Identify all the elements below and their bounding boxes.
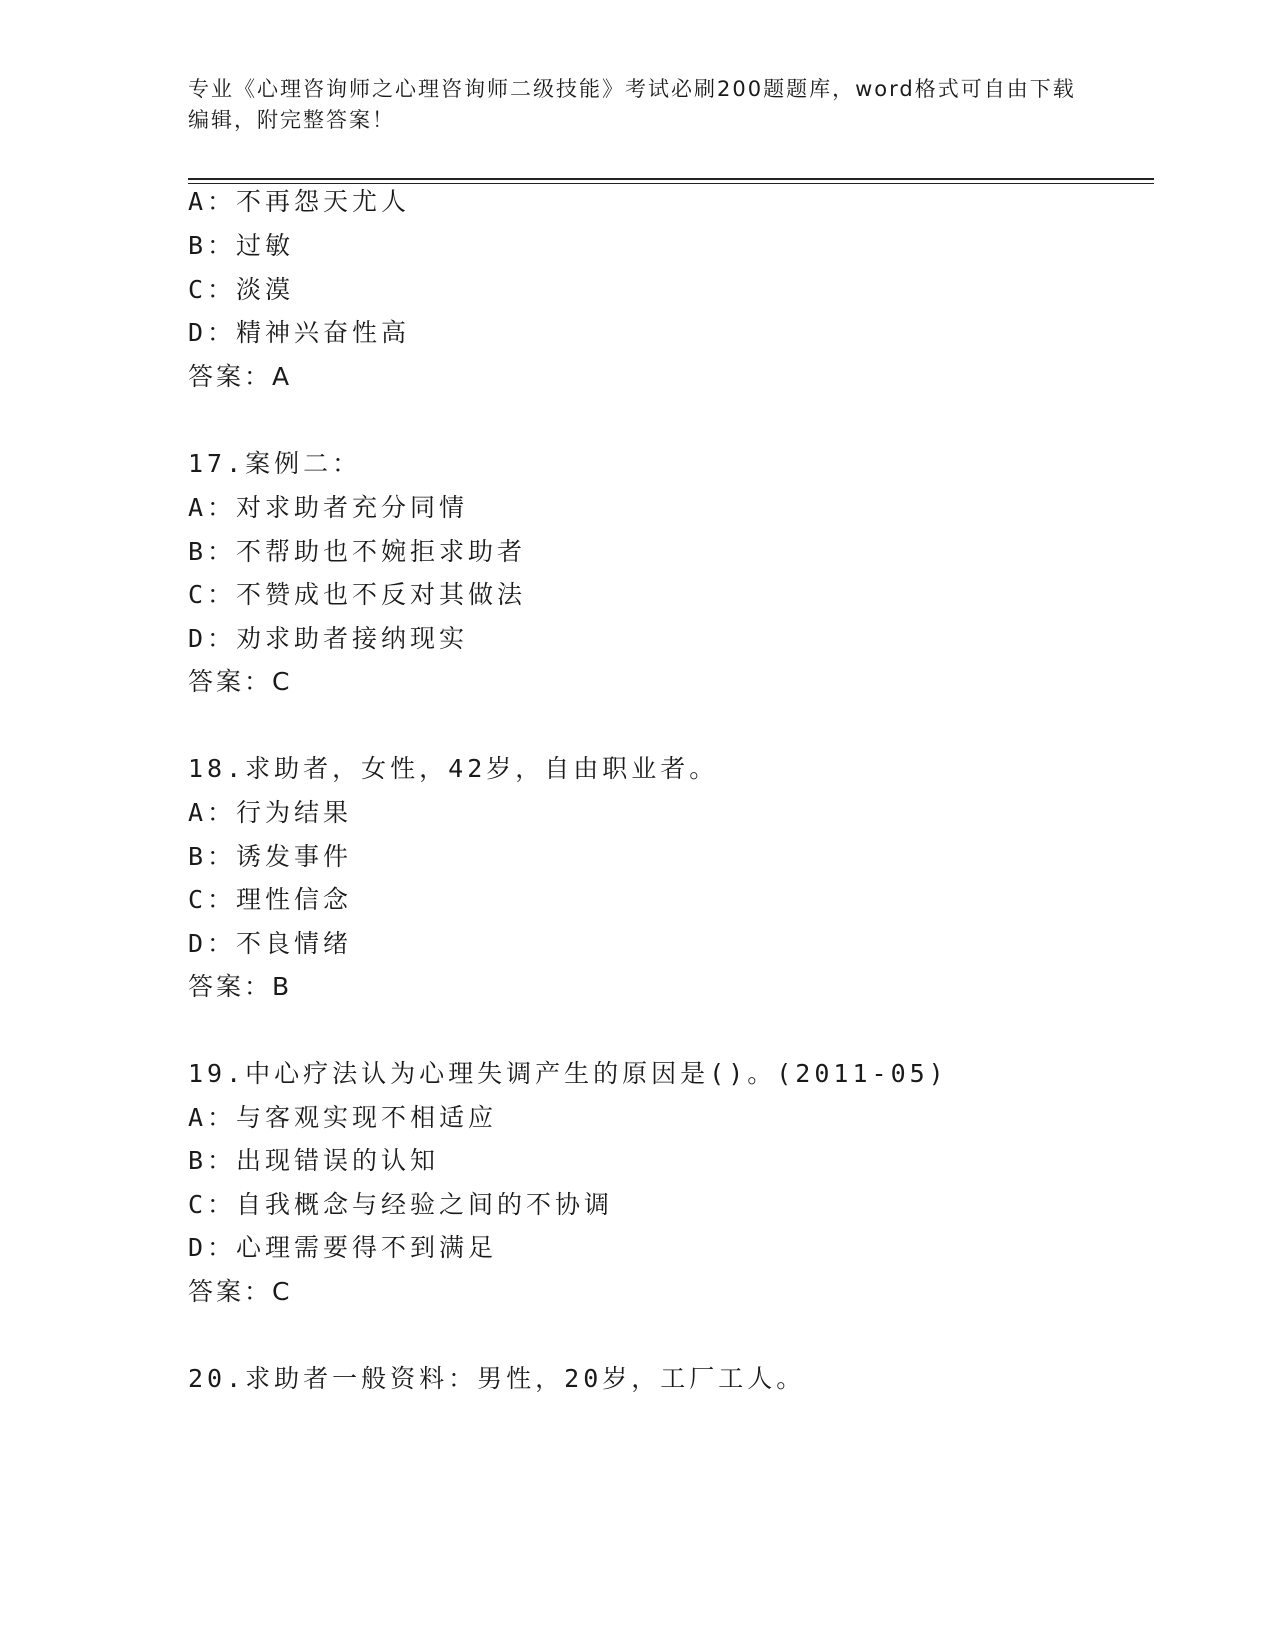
option-line: A：行为结果	[188, 798, 353, 827]
option-line: B：诱发事件	[188, 842, 353, 871]
option-line: A：与客观实现不相适应	[188, 1103, 498, 1132]
answer-line: 答案：B	[188, 972, 293, 1001]
question-line: 17.案例二：	[188, 449, 362, 478]
option-line: B：过敏	[188, 231, 295, 260]
option-line: D：劝求助者接纳现实	[188, 624, 469, 653]
answer-line: 答案：C	[188, 1277, 293, 1306]
option-line: C：自我概念与经验之间的不协调	[188, 1190, 614, 1219]
question-line: 18.求助者，女性，42岁，自由职业者。	[188, 754, 719, 783]
option-line: D：精神兴奋性高	[188, 318, 411, 347]
option-line: B：出现错误的认知	[188, 1146, 440, 1175]
document-header: 专业《心理咨询师之心理咨询师二级技能》考试必刷200题题库，word格式可自由下载编辑，附完整答案！	[188, 77, 1076, 132]
option-line: C：理性信念	[188, 885, 353, 914]
option-line: A：对求助者充分同情	[188, 493, 469, 522]
answer-line: 答案：C	[188, 667, 293, 696]
question-line: 20.求助者一般资料：男性，20岁，工厂工人。	[188, 1364, 806, 1393]
answer-line: 答案：A	[188, 362, 293, 391]
option-line: B：不帮助也不婉拒求助者	[188, 537, 527, 566]
option-line: A：不再怨天尤人	[188, 187, 411, 216]
header-double-rule	[188, 178, 1154, 184]
question-line: 19.中心疗法认为心理失调产生的原因是()。(2011-05)	[188, 1059, 948, 1088]
option-line: C：不赞成也不反对其做法	[188, 580, 527, 609]
option-line: D：心理需要得不到满足	[188, 1233, 498, 1262]
option-line: C：淡漠	[188, 275, 295, 304]
option-line: D：不良情绪	[188, 929, 353, 958]
